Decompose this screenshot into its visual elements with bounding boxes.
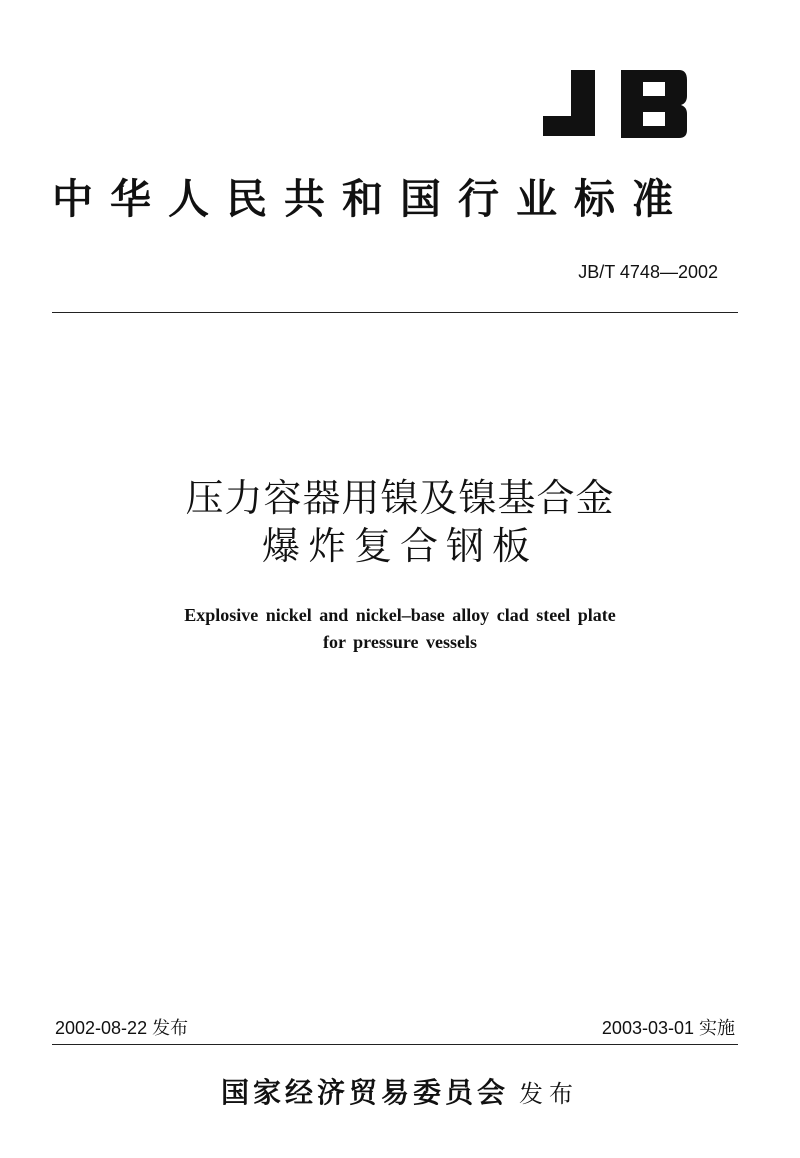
chinese-title-line-2: 爆炸复合钢板: [261, 524, 538, 568]
jb-logo: [541, 68, 689, 142]
header-divider: [52, 312, 738, 313]
jb-logo-mark: [541, 68, 689, 142]
publisher-line: [0, 1076, 800, 1111]
standard-number: JB/T 4748—2002: [578, 262, 718, 282]
english-title-line-1: Explosive nickel and nickel–base alloy clad steel plate: [184, 605, 616, 625]
publisher-organization: 国家经济贸易委员会: [220, 1076, 509, 1109]
footer-divider: [52, 1044, 738, 1045]
publisher-verb: 发布: [519, 1080, 579, 1108]
industry-standard-title: 中华人民共和国行业标准: [52, 175, 690, 223]
issue-date: 2002-08-22 发布: [55, 1018, 189, 1038]
english-title-line-2: for pressure vessels: [323, 632, 477, 652]
chinese-title-line-1: 压力容器用镍及镍基合金: [185, 476, 615, 520]
implementation-date: 2003-03-01 实施: [601, 1018, 735, 1038]
